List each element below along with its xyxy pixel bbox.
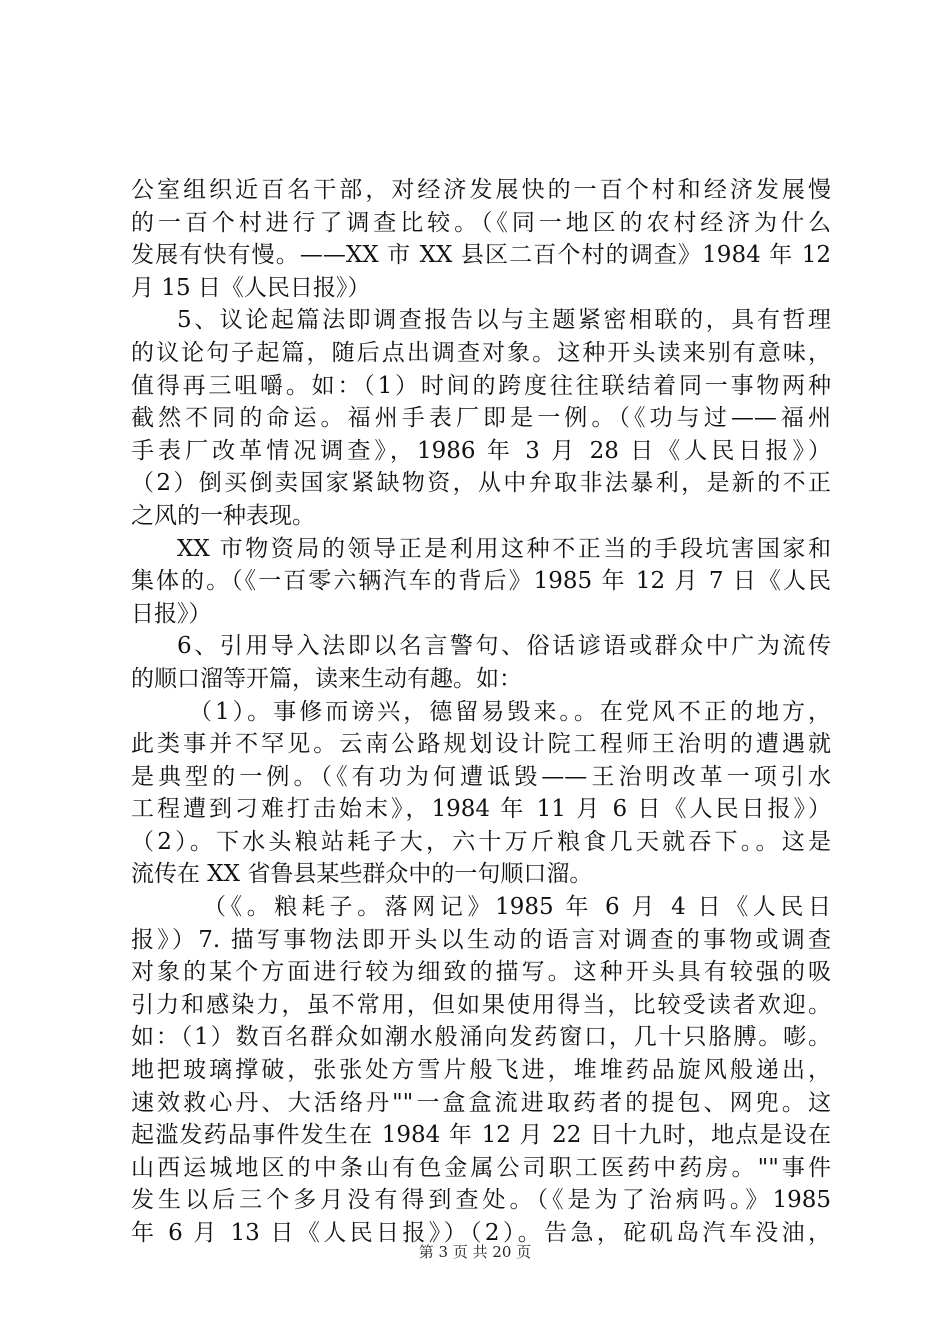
text-line: XX 市物资局的领导正是利用这种不正当的手段坑害国家和	[177, 535, 831, 562]
text-line: 流传在 XX 省鲁县某些群众中的一句顺口溜。	[131, 861, 593, 888]
document-body	[131, 174, 831, 1250]
text-line: 工程遭到刁难打击始末》，1984 年 11 月 6 日《人民日报》）	[131, 796, 831, 823]
text-line: 地把玻璃撑破，张张处方雪片般飞进，堆堆药品旋风般递出，	[131, 1057, 831, 1084]
text-line: 手表厂改革情况调查》，1986 年 3 月 28 日《人民日报》）	[131, 437, 831, 464]
text-line: 山西运城地区的中条山有色金属公司职工医药中药房。""事件	[131, 1154, 831, 1181]
text-line: 截然不同的命运。福州手表厂即是一例。（《功与过——福州	[131, 405, 831, 432]
text-line: 如：（1）数百名群众如潮水般涌向发药窗口，几十只胳膊。嘭。	[131, 1024, 831, 1051]
text-line: 集体的。（《一百零六辆汽车的背后》1985 年 12 月 7 日《人民	[131, 568, 831, 595]
text-line: 速效救心丹、大活络丹""一盒盒流进取药者的提包、网兜。这	[131, 1089, 831, 1116]
text-line: 的议论句子起篇，随后点出调查对象。这种开头读来别有意味，	[131, 339, 831, 366]
text-line: 报》）7. 描写事物法即开头以生动的语言对调查的事物或调查	[131, 926, 831, 953]
text-line: 年 6 月 13 日《人民日报》）（2）。告急，砣矶岛汽车没油，	[131, 1220, 831, 1246]
text-line: 对象的某个方面进行较为细致的描写。这种开头具有较强的吸	[131, 959, 831, 986]
page-number-label: 第 3 页 共 20 页	[418, 1243, 532, 1261]
text-line: 5、议论起篇法即调查报告以与主题紧密相联的，具有哲理	[177, 307, 831, 334]
text-line: 发展有快有慢。——XX 市 XX 县区二百个村的调查》1984 年 12	[131, 242, 831, 269]
text-line: 的顺口溜等开篇，读来生动有趣。如：	[131, 665, 522, 692]
text-line: 起滥发药品事件发生在 1984 年 12 月 22 日十九时，地点是设在	[131, 1122, 831, 1149]
text-line: 之风的一种表现。	[131, 502, 315, 529]
text-line: 的一百个村进行了调查比较。（《同一地区的农村经济为什么	[131, 209, 831, 236]
text-line: 月 15 日《人民日报》）	[131, 274, 371, 301]
text-line: 公室组织近百名干部，对经济发展快的一百个村和经济发展慢	[131, 177, 831, 203]
text-line: 此类事并不罕见。云南公路规划设计院工程师王治明的遭遇就	[131, 731, 831, 758]
text-line: 日报》）	[131, 600, 212, 627]
text-line: 发生以后三个多月没有得到查处。（《是为了治病吗。》1985	[131, 1187, 831, 1214]
text-line: 6、引用导入法即以名言警句、俗话谚语或群众中广为流传	[177, 633, 831, 660]
text-line: （2）。下水头粮站耗子大，六十万斤粮食几天就吞下。。这是	[131, 828, 831, 855]
text-line: 是典型的一例。（《有功为何遭诋毁——王治明改革一项引水	[131, 763, 831, 790]
text-line: （1）。事修而谤兴，德留易毁来。。在党风不正的地方，	[189, 698, 831, 725]
text-line: 引力和感染力，虽不常用，但如果使用得当，比较受读者欢迎。	[131, 991, 831, 1018]
text-line: （《。粮耗子。落网记》1985 年 6 月 4 日《人民日	[203, 894, 831, 921]
page-footer	[0, 1242, 950, 1262]
text-line: 值得再三咀嚼。如：（1）时间的跨度往往联结着同一事物两种	[131, 372, 831, 399]
text-line: （2）倒买倒卖国家紧缺物资，从中弁取非法暴利，是新的不正	[131, 470, 831, 497]
